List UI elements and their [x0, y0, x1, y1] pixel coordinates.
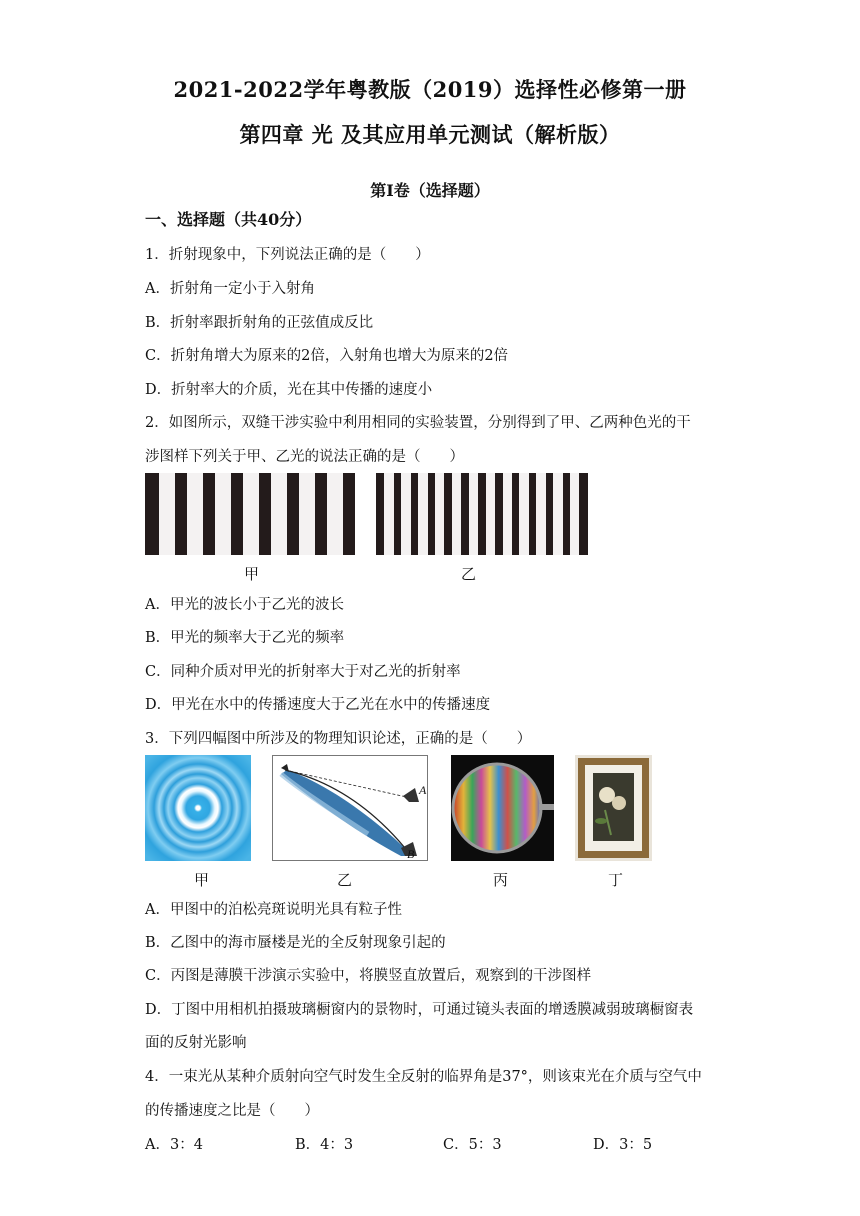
q1-option-b: B．折射率跟折射角的正弦值成反比 — [145, 315, 374, 331]
q3-fig-label-ding: 丁 — [608, 871, 624, 889]
q4-option-d: D．3：5 — [593, 1137, 653, 1153]
thin-film-interference-image — [451, 755, 554, 861]
q3-fig-label-yi: 乙 — [337, 871, 353, 889]
q2-stem-line1: 2．如图所示，双缝干涉实验中利用相同的实验装置，分别得到了甲、乙两种色光的干 — [145, 415, 691, 431]
shop-window-photo — [575, 755, 652, 861]
document-title-line2: 第四章 光 及其应用单元测试（解析版） — [239, 122, 621, 147]
mirage-label-b: B — [407, 847, 415, 861]
section-heading: 一、选择题（共40分） — [145, 210, 312, 229]
fringe-pattern-yi — [376, 473, 588, 555]
q2-option-a: A．甲光的波长小于乙光的波长 — [145, 597, 344, 613]
mirage-diagram — [272, 755, 428, 861]
q3-option-a: A．甲图中的泊松亮斑说明光具有粒子性 — [145, 902, 402, 918]
volume-heading: 第I卷（选择题） — [370, 181, 490, 200]
q4-option-c: C．5：3 — [443, 1137, 502, 1153]
q2-option-c: C．同种介质对甲光的折射率大于对乙光的折射率 — [145, 664, 461, 680]
q4-option-a: A．3：4 — [145, 1137, 203, 1153]
q1-stem: 1．折射现象中，下列说法正确的是（ ） — [145, 247, 430, 263]
q1-option-c: C．折射角增大为原来的2倍，入射角也增大为原来的2倍 — [145, 348, 509, 364]
q2-stem-line2: 涉图样下列关于甲、乙光的说法正确的是（ ） — [145, 449, 464, 465]
fringe-pattern-jia — [145, 473, 355, 555]
mirage-label-a: A — [419, 783, 427, 797]
q4-stem-line2: 的传播速度之比是（ ） — [145, 1103, 319, 1119]
q3-option-d-line2: 面的反射光影响 — [145, 1035, 247, 1051]
poisson-spot-image — [145, 755, 251, 861]
q1-option-a: A．折射角一定小于入射角 — [145, 281, 315, 297]
q2-option-b: B．甲光的频率大于乙光的频率 — [145, 630, 345, 646]
document-title-line1: 2021-2022学年粤教版（2019）选择性必修第一册 — [173, 77, 687, 102]
q3-fig-label-bing: 丙 — [493, 871, 509, 889]
q3-stem: 3．下列四幅图中所涉及的物理知识论述，正确的是（ ） — [145, 731, 532, 747]
q3-option-c: C．丙图是薄膜干涉演示实验中，将膜竖直放置后，观察到的干涉图样 — [145, 968, 592, 984]
q3-option-d-line1: D．丁图中用相机拍摄玻璃橱窗内的景物时，可通过镜头表面的增透膜减弱玻璃橱窗表 — [145, 1002, 694, 1018]
q2-option-d: D．甲光在水中的传播速度大于乙光在水中的传播速度 — [145, 697, 491, 713]
q4-option-b: B．4：3 — [295, 1137, 354, 1153]
q4-stem-line1: 4．一束光从某种介质射向空气时发生全反射的临界角是37°，则该束光在介质与空气中 — [145, 1069, 702, 1085]
q1-option-d: D．折射率大的介质，光在其中传播的速度小 — [145, 382, 433, 398]
fringe-label-yi: 乙 — [461, 565, 477, 583]
q3-fig-label-jia: 甲 — [194, 871, 210, 889]
fringe-label-jia: 甲 — [244, 565, 260, 583]
q3-option-b: B．乙图中的海市蜃楼是光的全反射现象引起的 — [145, 935, 446, 951]
